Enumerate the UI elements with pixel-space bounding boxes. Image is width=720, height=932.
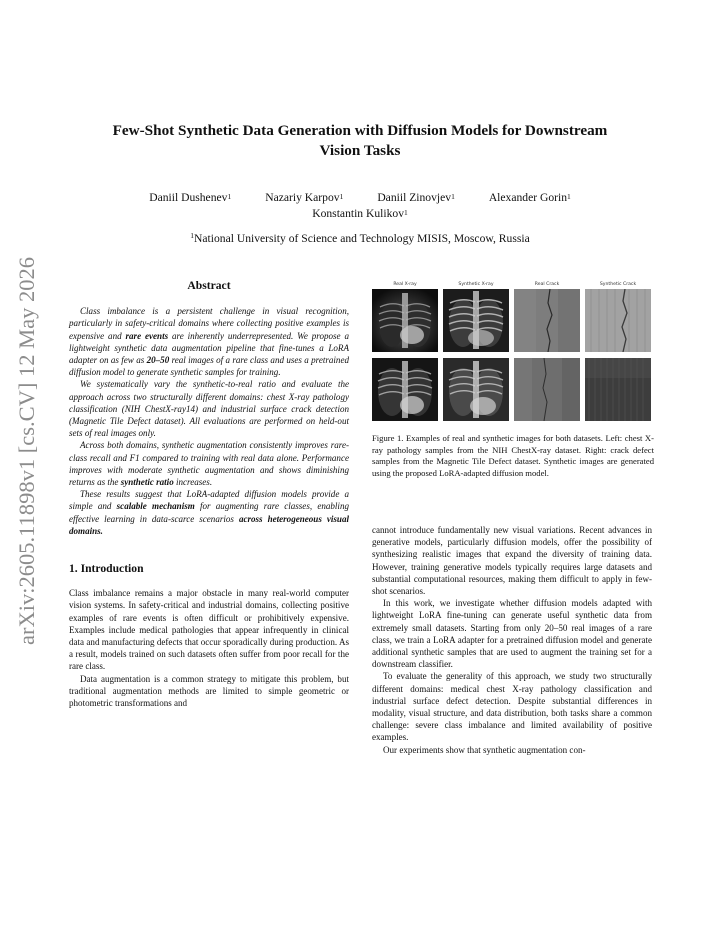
- right-column: [372, 524, 652, 756]
- abstract-paragraph: Class imbalance is a persistent challenge in visual recognition, particularly in safety-critical domains where collecting positive examples is expensive and rare events are inherently underrepresented. We propose a lightweight synthetic data augmentation pipeline that fine-tunes a LoRA adapter on as few as 20–50 real images of a rare class and uses a pretrained diffusion model to generate synthetic samples for training.: [69, 306, 349, 378]
- synthetic-xray-image: [443, 289, 509, 352]
- abstract-paragraph: These results suggest that LoRA-adapted diffusion models provide a simple and scalable mechanism for augmenting rare classes, enabling effective learning in data-scarce scenarios across heterogeneous visual domains.: [69, 489, 349, 536]
- abstract-body: [69, 305, 349, 537]
- author: Alexander Gorin$^1$: [488, 191, 571, 204]
- real-xray-image: [372, 289, 438, 352]
- real-crack-image: [514, 358, 580, 421]
- abstract-paragraph: We systematically vary the synthetic-to-real ratio and evaluate the approach across two structurally different domains: chest X-ray pathology classification (NIH ChestX-ray14) and industrial surface crack detection (Magnetic Tile Defect dataset). All evaluations are performed on held-out sets of real images only.: [69, 379, 349, 439]
- figure-panel: [514, 281, 580, 352]
- panel-label: Real X-ray: [393, 282, 417, 287]
- real-crack-image: [514, 289, 580, 352]
- figure-1-caption: Figure 1. Examples of real and synthetic images for both datasets. Left: chest X-ray pathology samples from the NIH ChestX-ray dataset. Right: crack defect samples from the Magnetic Tile Defect dataset. Synthetic images are generated using the proposed LoRA-adapted diffusion model.: [372, 433, 654, 478]
- body-paragraph: To evaluate the generality of this approach, we study two structurally different domains: medical chest X-ray pathology classification and industrial surface defect detection. Despite substantial differences in modality, visual structure, and data distribution, both tasks share a common challenge: severe class imbalance and limited availability of positive examples.: [372, 671, 652, 743]
- body-paragraph: In this work, we investigate whether diffusion models adapted with lightweight LoRA fine-tuning can generate useful synthetic data from extremely small datasets. Starting from only 20–50 real images of a rare class, we train a LoRA adapter for a pretrained diffusion model and generate additional synthetic samples that are used to augment the training set for a downstream classifier.: [372, 598, 652, 670]
- introduction-body-left: [69, 587, 349, 709]
- paper-title-line-1: Few-Shot Synthetic Data Generation with Diffusion Models for Downstream: [112, 122, 608, 139]
- synthetic-crack-image: [585, 358, 651, 421]
- left-column: [69, 280, 349, 709]
- author: Daniil Zinovjev$^1$: [377, 191, 455, 204]
- affiliation: $^1$National University of Science and Technology MISIS, Moscow, Russia: [190, 231, 530, 245]
- abstract-heading: Abstract: [187, 279, 231, 292]
- body-paragraph: Class imbalance remains a major obstacle in many real-world computer vision systems. In safety-critical and industrial domains, collecting positive examples of rare events is often difficult or prohibitively expensive. Examples include medical pathologies that appear infrequently in clinical data and manufacturing defects that occur sporadically during production. As a result, models trained on such datasets often suffer from poor recall for the rare class.: [69, 588, 349, 672]
- synthetic-crack-image: [585, 289, 651, 352]
- figure-panel: [585, 358, 651, 421]
- figure-panel: [372, 281, 438, 352]
- panel-label: Synthetic X-ray: [458, 282, 494, 287]
- abstract-paragraph: Across both domains, synthetic augmentation consistently improves rare-class recall and F1 compared to training with real data alone. Performance improves with moderate synthetic augmentation and shows diminishing returns as the synthetic ratio increases.: [69, 440, 349, 488]
- panel-label: Real Crack: [534, 282, 560, 287]
- figure-panel: [514, 358, 580, 421]
- figure-panel: [443, 281, 509, 352]
- figure-panel: [585, 281, 651, 352]
- body-paragraph: Our experiments show that synthetic augmentation con-: [383, 744, 586, 755]
- panel-label: Synthetic Crack: [599, 282, 637, 287]
- author: Nazariy Karpov$^1$: [265, 191, 344, 204]
- author-list: [80, 190, 640, 222]
- paper-title-line-2: Vision Tasks: [319, 142, 401, 159]
- figure-panel: [443, 358, 509, 421]
- figure-panel: [372, 358, 438, 421]
- paper-title: [80, 121, 640, 161]
- figure-1: [372, 281, 654, 479]
- body-paragraph: cannot introduce fundamentally new visual variations. Recent advances in generative models, particularly diffusion models, offer the possibility of synthesizing realistic images that expand the diversity of training data. However, training generative models typically requires large datasets and substantial computational resources, making them difficult to apply in few-shot scenarios.: [372, 525, 652, 597]
- synthetic-xray-image: [443, 358, 509, 421]
- arxiv-stamp-text: arXiv:2605.11898v1 [cs.CV] 12 May 2026: [14, 257, 39, 645]
- body-paragraph: Data augmentation is a common strategy to mitigate this problem, but traditional augmentation methods are limited to simple geometric or photometric transformations and: [69, 673, 349, 709]
- section-heading-introduction: 1. Introduction: [69, 562, 144, 576]
- author: Konstantin Kulikov$^1$: [312, 207, 408, 220]
- real-xray-image: [372, 358, 438, 421]
- arxiv-identifier-stamp: [4, 255, 48, 645]
- figure-image-grid: [372, 281, 654, 421]
- author: Daniil Dushenev$^1$: [149, 191, 232, 204]
